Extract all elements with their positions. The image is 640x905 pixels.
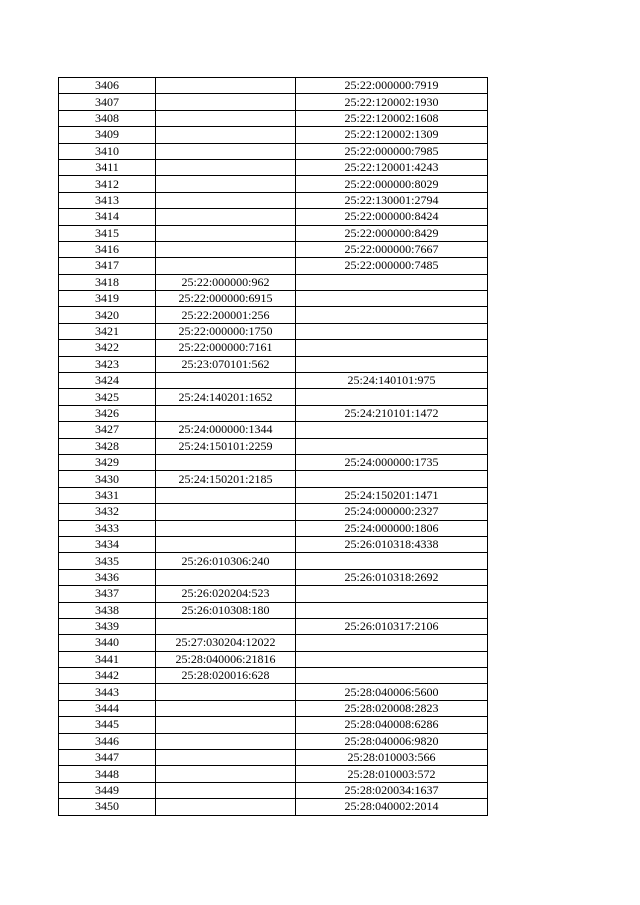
row-number-cell: 3411 [59, 159, 156, 175]
table-row [59, 733, 488, 749]
row-number-cell: 3417 [59, 258, 156, 274]
table-row [59, 78, 488, 94]
row-number-cell: 3430 [59, 471, 156, 487]
row-number-cell: 3446 [59, 733, 156, 749]
table-row [59, 438, 488, 454]
cadastral-number-cell-a [156, 487, 296, 503]
cadastral-number-cell-a: 25:24:000000:1344 [156, 422, 296, 438]
row-number-cell: 3414 [59, 209, 156, 225]
cadastral-number-cell-a [156, 110, 296, 126]
table-row [59, 176, 488, 192]
cadastral-number-cell-b: 25:28:040006:9820 [296, 733, 488, 749]
table-row [59, 618, 488, 634]
cadastral-number-cell-b: 25:24:150201:1471 [296, 487, 488, 503]
cadastral-number-cell-a [156, 569, 296, 585]
cadastral-number-cell-a [156, 504, 296, 520]
row-number-cell: 3432 [59, 504, 156, 520]
cadastral-number-cell-a: 25:24:150201:2185 [156, 471, 296, 487]
cadastral-number-cell-b [296, 422, 488, 438]
table-row [59, 258, 488, 274]
cadastral-number-cell-a: 25:26:020204:523 [156, 586, 296, 602]
cadastral-number-cell-a [156, 717, 296, 733]
row-number-cell: 3406 [59, 78, 156, 94]
table-row [59, 487, 488, 503]
row-number-cell: 3408 [59, 110, 156, 126]
cadastral-number-cell-b [296, 602, 488, 618]
table-row [59, 668, 488, 684]
cadastral-number-cell-a [156, 127, 296, 143]
table-row [59, 422, 488, 438]
row-number-cell: 3447 [59, 750, 156, 766]
row-number-cell: 3412 [59, 176, 156, 192]
cadastral-number-cell-b: 25:22:000000:7919 [296, 78, 488, 94]
cadastral-number-cell-b [296, 307, 488, 323]
table-row [59, 159, 488, 175]
cadastral-number-cell-a: 25:26:010308:180 [156, 602, 296, 618]
cadastral-number-cell-a [156, 799, 296, 815]
table-row [59, 536, 488, 552]
cadastral-number-cell-b [296, 668, 488, 684]
row-number-cell: 3435 [59, 553, 156, 569]
table-row [59, 750, 488, 766]
table-row [59, 569, 488, 585]
row-number-cell: 3450 [59, 799, 156, 815]
row-number-cell: 3449 [59, 782, 156, 798]
row-number-cell: 3448 [59, 766, 156, 782]
table-row [59, 717, 488, 733]
row-number-cell: 3410 [59, 143, 156, 159]
table-row [59, 520, 488, 536]
cadastral-number-cell-a [156, 405, 296, 421]
cadastral-number-cell-a [156, 78, 296, 94]
cadastral-number-cell-b: 25:26:010318:2692 [296, 569, 488, 585]
cadastral-number-cell-b [296, 389, 488, 405]
row-number-cell: 3442 [59, 668, 156, 684]
cadastral-number-cell-a [156, 225, 296, 241]
cadastral-number-cell-a: 25:28:020016:628 [156, 668, 296, 684]
cadastral-number-cell-a [156, 209, 296, 225]
cadastral-number-cell-b: 25:22:000000:8029 [296, 176, 488, 192]
cadastral-number-cell-b [296, 340, 488, 356]
table-row [59, 356, 488, 372]
table-row [59, 799, 488, 815]
cadastral-number-cell-a: 25:24:150101:2259 [156, 438, 296, 454]
cadastral-number-cell-a: 25:23:070101:562 [156, 356, 296, 372]
table-row [59, 291, 488, 307]
table-row [59, 586, 488, 602]
cadastral-number-cell-b: 25:22:120002:1930 [296, 94, 488, 110]
table-row [59, 241, 488, 257]
row-number-cell: 3427 [59, 422, 156, 438]
cadastral-number-cell-a [156, 750, 296, 766]
row-number-cell: 3413 [59, 192, 156, 208]
table-row [59, 454, 488, 470]
cadastral-number-cell-b: 25:22:120002:1608 [296, 110, 488, 126]
cadastral-number-cell-b: 25:28:040002:2014 [296, 799, 488, 815]
row-number-cell: 3421 [59, 323, 156, 339]
cadastral-number-cell-b: 25:28:010003:572 [296, 766, 488, 782]
cadastral-number-cell-a [156, 454, 296, 470]
table-row [59, 209, 488, 225]
row-number-cell: 3418 [59, 274, 156, 290]
cadastral-number-cell-b: 25:22:130001:2794 [296, 192, 488, 208]
cadastral-number-cell-a: 25:22:000000:7161 [156, 340, 296, 356]
table-row [59, 323, 488, 339]
cadastral-number-cell-b: 25:22:000000:7485 [296, 258, 488, 274]
cadastral-number-cell-a [156, 520, 296, 536]
cadastral-number-cell-a [156, 684, 296, 700]
table-row [59, 373, 488, 389]
cadastral-number-cell-b [296, 586, 488, 602]
cadastral-number-cell-a [156, 143, 296, 159]
table-row [59, 110, 488, 126]
cadastral-number-cell-b: 25:28:020008:2823 [296, 700, 488, 716]
cadastral-number-cell-b: 25:28:010003:566 [296, 750, 488, 766]
cadastral-number-cell-b: 25:22:000000:8424 [296, 209, 488, 225]
cadastral-number-cell-b: 25:24:000000:2327 [296, 504, 488, 520]
cadastral-number-cell-a: 25:22:000000:1750 [156, 323, 296, 339]
cadastral-number-cell-b [296, 323, 488, 339]
row-number-cell: 3431 [59, 487, 156, 503]
cadastral-number-cell-b: 25:24:210101:1472 [296, 405, 488, 421]
table-row [59, 225, 488, 241]
cadastral-number-cell-a [156, 733, 296, 749]
cadastral-number-cell-a [156, 192, 296, 208]
table-row [59, 651, 488, 667]
cadastral-number-cell-a [156, 782, 296, 798]
table-row [59, 143, 488, 159]
row-number-cell: 3443 [59, 684, 156, 700]
cadastral-number-cell-a [156, 258, 296, 274]
cadastral-number-cell-a: 25:28:040006:21816 [156, 651, 296, 667]
table-row [59, 684, 488, 700]
cadastral-number-cell-a [156, 241, 296, 257]
cadastral-number-cell-b [296, 356, 488, 372]
cadastral-number-cell-a: 25:22:200001:256 [156, 307, 296, 323]
table-row [59, 504, 488, 520]
row-number-cell: 3420 [59, 307, 156, 323]
cadastral-number-cell-b: 25:22:000000:8429 [296, 225, 488, 241]
row-number-cell: 3426 [59, 405, 156, 421]
row-number-cell: 3439 [59, 618, 156, 634]
row-number-cell: 3440 [59, 635, 156, 651]
cadastral-number-cell-b [296, 438, 488, 454]
cadastral-number-cell-a [156, 373, 296, 389]
cadastral-number-cell-b [296, 635, 488, 651]
table-row [59, 766, 488, 782]
row-number-cell: 3415 [59, 225, 156, 241]
cadastral-number-cell-a: 25:22:000000:6915 [156, 291, 296, 307]
row-number-cell: 3433 [59, 520, 156, 536]
row-number-cell: 3441 [59, 651, 156, 667]
cadastral-number-cell-a [156, 176, 296, 192]
cadastral-number-cell-b: 25:28:040006:5600 [296, 684, 488, 700]
table-body [59, 78, 488, 816]
row-number-cell: 3438 [59, 602, 156, 618]
cadastral-number-cell-a: 25:22:000000:962 [156, 274, 296, 290]
cadastral-number-cell-a [156, 536, 296, 552]
row-number-cell: 3425 [59, 389, 156, 405]
cadastral-number-cell-b: 25:22:000000:7985 [296, 143, 488, 159]
row-number-cell: 3416 [59, 241, 156, 257]
cadastral-number-cell-b [296, 553, 488, 569]
cadastral-number-cell-b: 25:24:000000:1806 [296, 520, 488, 536]
row-number-cell: 3437 [59, 586, 156, 602]
row-number-cell: 3444 [59, 700, 156, 716]
cadastral-number-cell-b [296, 471, 488, 487]
row-number-cell: 3409 [59, 127, 156, 143]
cadastral-number-cell-b [296, 291, 488, 307]
table-row [59, 405, 488, 421]
table-row [59, 700, 488, 716]
table-row [59, 553, 488, 569]
table-row [59, 192, 488, 208]
row-number-cell: 3407 [59, 94, 156, 110]
cadastral-number-cell-a [156, 159, 296, 175]
cadastral-number-cell-b [296, 274, 488, 290]
table-row [59, 274, 488, 290]
cadastral-number-cell-b: 25:26:010318:4338 [296, 536, 488, 552]
row-number-cell: 3445 [59, 717, 156, 733]
cadastral-number-cell-a: 25:27:030204:12022 [156, 635, 296, 651]
row-number-cell: 3419 [59, 291, 156, 307]
cadastral-number-cell-b: 25:22:000000:7667 [296, 241, 488, 257]
cadastral-number-cell-a: 25:26:010306:240 [156, 553, 296, 569]
cadastral-number-cell-b: 25:22:120001:4243 [296, 159, 488, 175]
row-number-cell: 3423 [59, 356, 156, 372]
row-number-cell: 3429 [59, 454, 156, 470]
cadastral-number-cell-a [156, 618, 296, 634]
table-row [59, 127, 488, 143]
cadastral-number-cell-b [296, 651, 488, 667]
table-row [59, 635, 488, 651]
table-row [59, 340, 488, 356]
table-row [59, 471, 488, 487]
cadastral-number-cell-a: 25:24:140201:1652 [156, 389, 296, 405]
cadastral-number-cell-b: 25:26:010317:2106 [296, 618, 488, 634]
cadastral-number-cell-b: 25:22:120002:1309 [296, 127, 488, 143]
table-row [59, 389, 488, 405]
table-row [59, 307, 488, 323]
cadastral-number-cell-b: 25:24:000000:1735 [296, 454, 488, 470]
table-row [59, 94, 488, 110]
cadastral-number-table [58, 77, 488, 816]
table-row [59, 782, 488, 798]
cadastral-number-cell-b: 25:28:020034:1637 [296, 782, 488, 798]
cadastral-number-cell-a [156, 766, 296, 782]
row-number-cell: 3424 [59, 373, 156, 389]
cadastral-number-cell-b: 25:28:040008:6286 [296, 717, 488, 733]
row-number-cell: 3436 [59, 569, 156, 585]
table-row [59, 602, 488, 618]
cadastral-number-cell-a [156, 94, 296, 110]
cadastral-number-cell-a [156, 700, 296, 716]
cadastral-number-cell-b: 25:24:140101:975 [296, 373, 488, 389]
row-number-cell: 3422 [59, 340, 156, 356]
row-number-cell: 3428 [59, 438, 156, 454]
row-number-cell: 3434 [59, 536, 156, 552]
